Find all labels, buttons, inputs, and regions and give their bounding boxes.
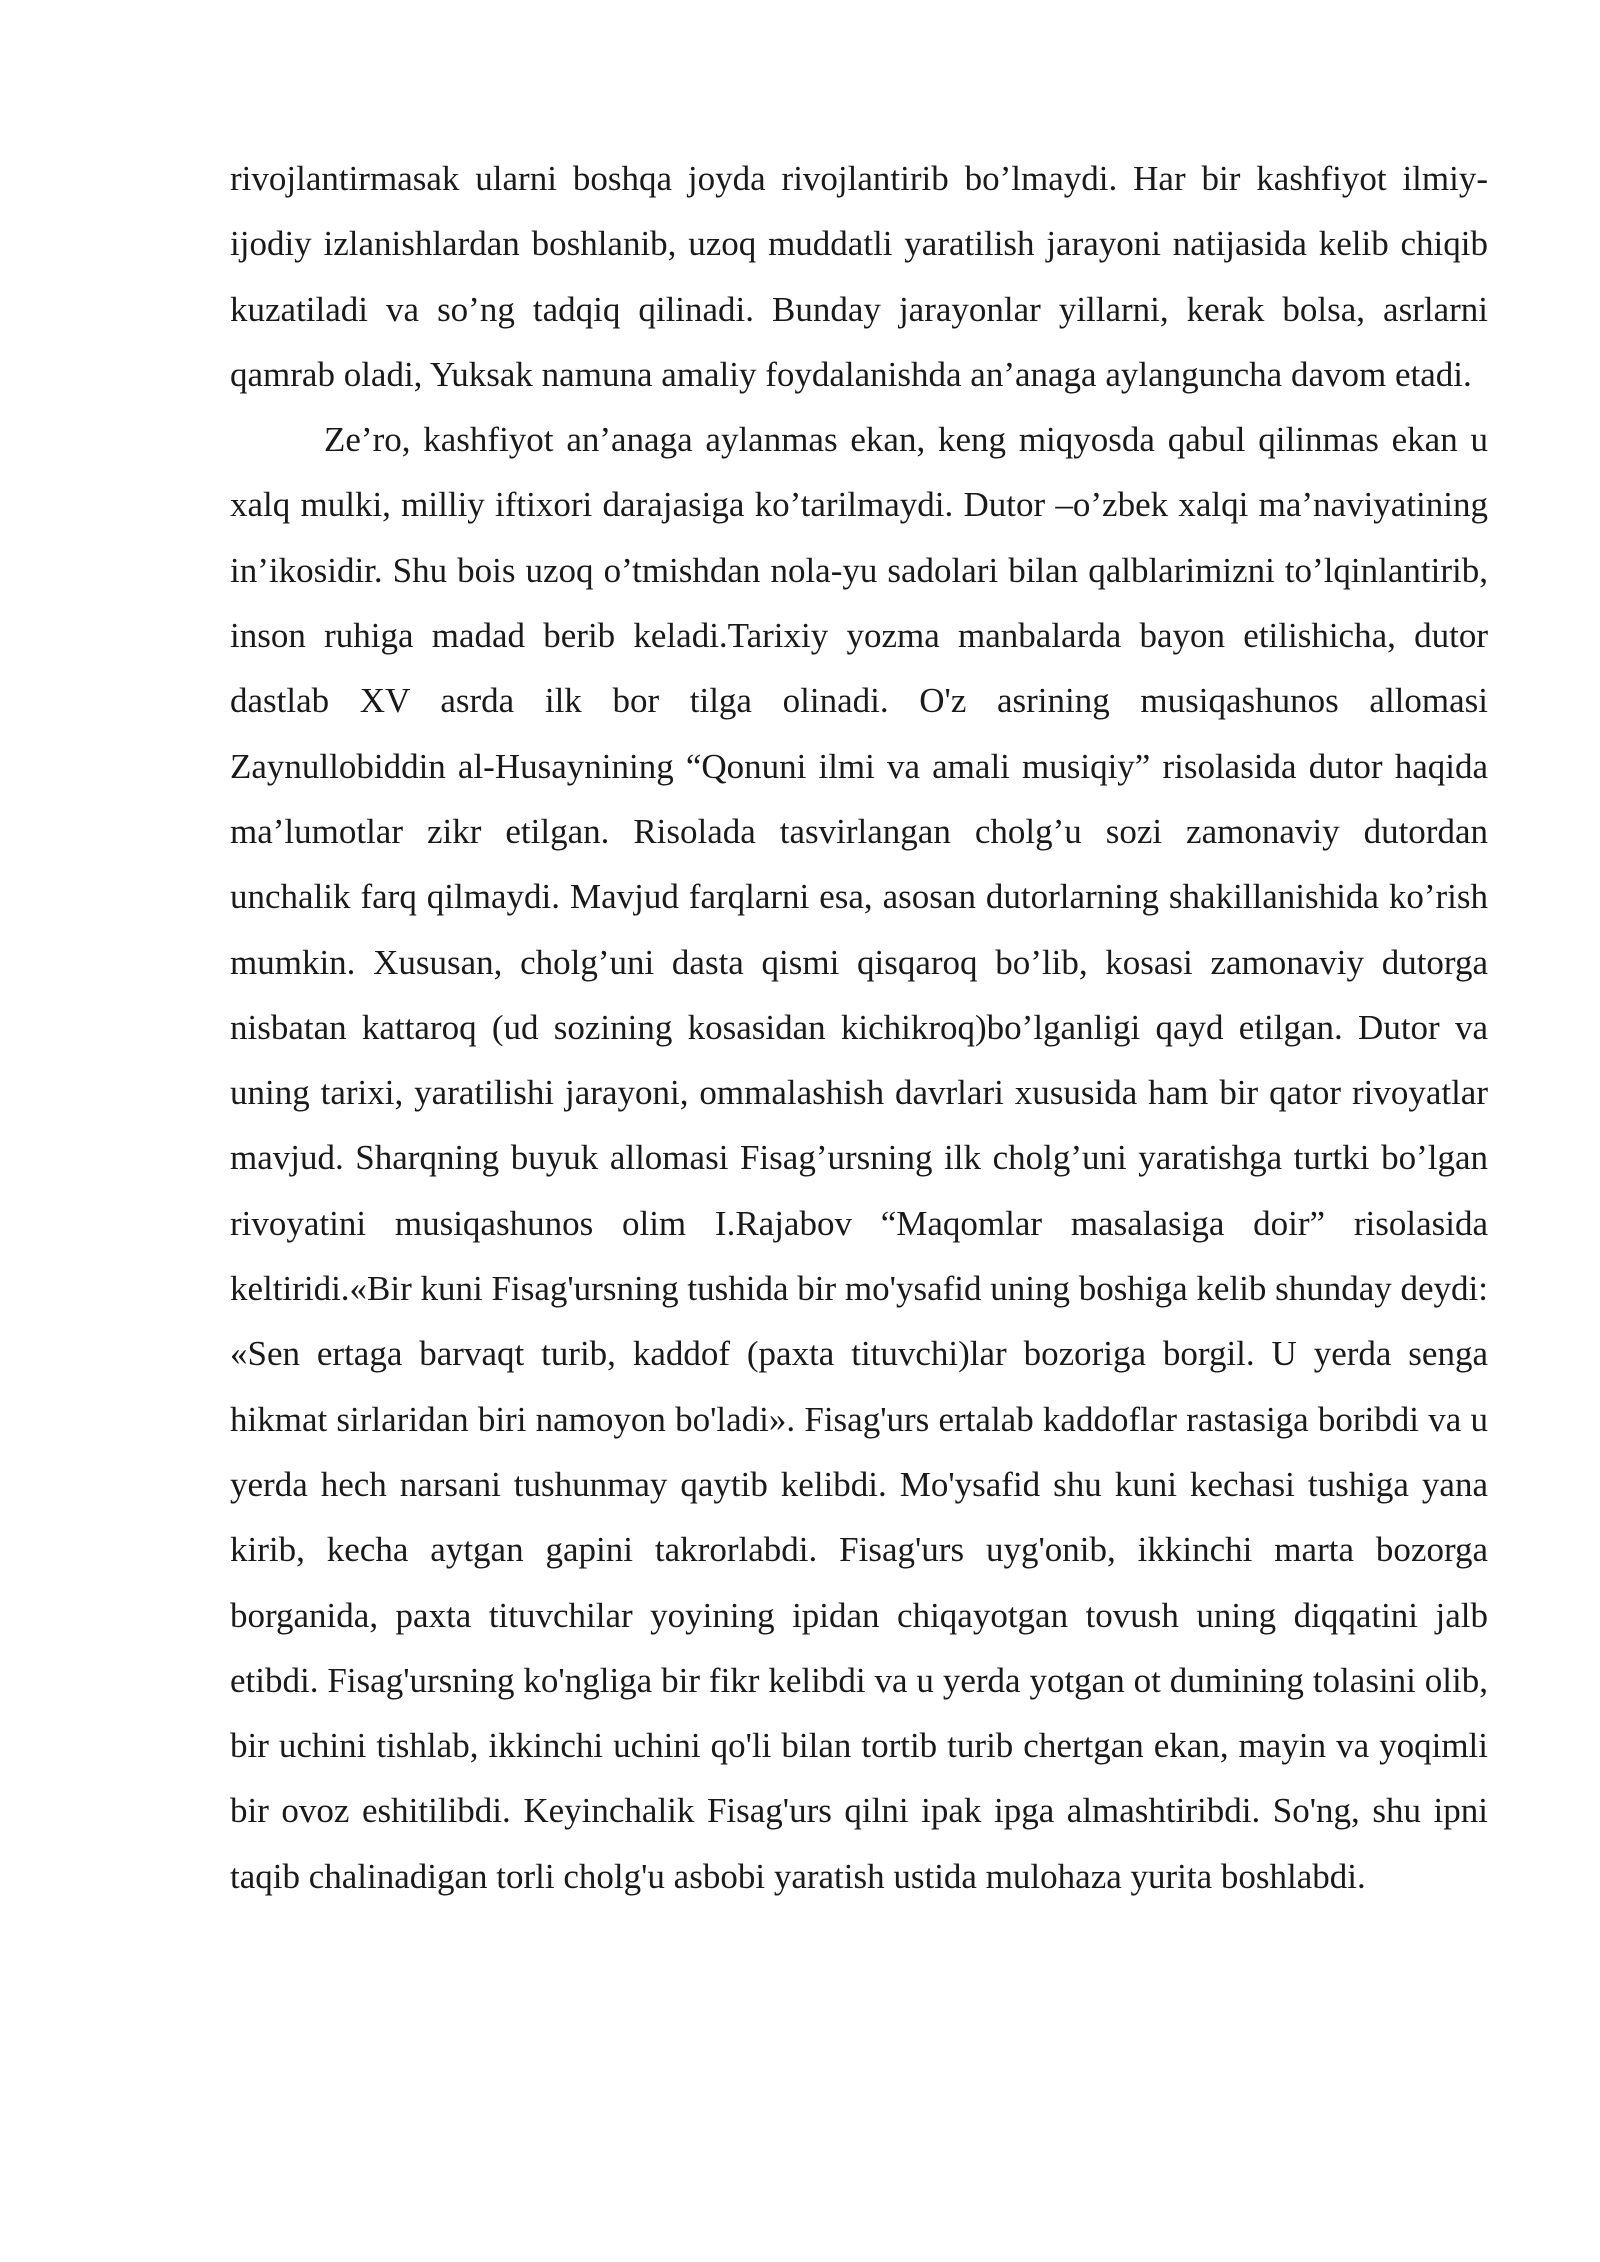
- document-page: [230, 146, 1488, 1909]
- paragraph-2: Ze’ro, kashfiyot an’anaga aylanmas ekan, keng miqyosda qabul qilinmas ekan u xalq mulki, milliy iftixori darajasiga ko’tarilmaydi. Dutor –o’zbek xalqi ma’naviyatining in’ikosidir. Shu bois uzoq o’tmishdan nola-yu sadolari bilan qalblarimizni to’lqinlantirib, inson ruhiga madad berib keladi.Tarixiy yozma manbalarda bayon etilishicha, dutor dastlab XV asrda ilk bor tilga olinadi. O'z asrining musiqashunos allomasi Zaynullobiddin al-Husaynining “Qonuni ilmi va amali musiqiy” risolasida dutor haqida ma’lumotlar zikr etilgan. Risolada tasvirlangan cholg’u sozi zamonaviy dutordan unchalik farq qilmaydi. Mavjud farqlarni esa, asosan dutorlarning shakillanishida ko’rish mumkin. Xususan, cholg’uni dasta qismi qisqaroq bo’lib, kosasi zamonaviy dutorga nisbatan kattaroq (ud sozining kosasidan kichikroq)bo’lganligi qayd etilgan. Dutor va uning tarixi, yaratilishi jarayoni, ommalashish davrlari xususida ham bir qator rivoyatlar mavjud. Sharqning buyuk allomasi Fisag’ursning ilk cholg’uni yaratishga turtki bo’lgan rivoyatini musiqashunos olim I.Rajabov “Maqomlar masalasiga doir” risolasida keltiridi.«Bir kuni Fisag'ursning tushida bir mo'ysafid uning boshiga kelib shunday deydi: «Sen ertaga barvaqt turib, kaddof (paxta tituvchi)lar bozoriga borgil. U yerda senga hikmat sirlaridan biri namoyon bo'ladi». Fisag'urs ertalab kaddoflar rastasiga boribdi va u yerda hech narsani tushunmay qaytib kelibdi. Mo'ysafid shu kuni kechasi tushiga yana kirib, kecha aytgan gapini takrorlabdi. Fisag'urs uyg'onib, ikkinchi marta bozorga borganida, paxta tituvchilar yoyining ipidan chiqayotgan tovush uning diqqatini jalb etibdi. Fisag'ursning ko'ngliga bir fikr kelibdi va u yerda yotgan ot dumining tolasini olib, bir uchini tishlab, ikkinchi uchini qo'li bilan tortib turib chertgan ekan, mayin va yoqimli bir ovoz eshitilibdi. Keyinchalik Fisag'urs qilni ipak ipga almashtiribdi. So'ng, shu ipni taqib chalinadigan torli cholg'u asbobi yaratish ustida mulohaza yurita boshlabdi.: [230, 420, 1488, 1896]
- paragraph-1: rivojlantirmasak ularni boshqa joyda rivojlantirib bo’lmaydi. Har bir kashfiyot ilmiy-ijodiy izlanishlardan boshlanib, uzoq muddatli yaratilish jarayoni natijasida kelib chiqib kuzatiladi va so’ng tadqiq qilinadi. Bunday jarayonlar yillarni, kerak bolsa, asrlarni qamrab oladi, Yuksak namuna amaliy foydalanishda an’anaga aylanguncha davom etadi.: [230, 159, 1488, 394]
